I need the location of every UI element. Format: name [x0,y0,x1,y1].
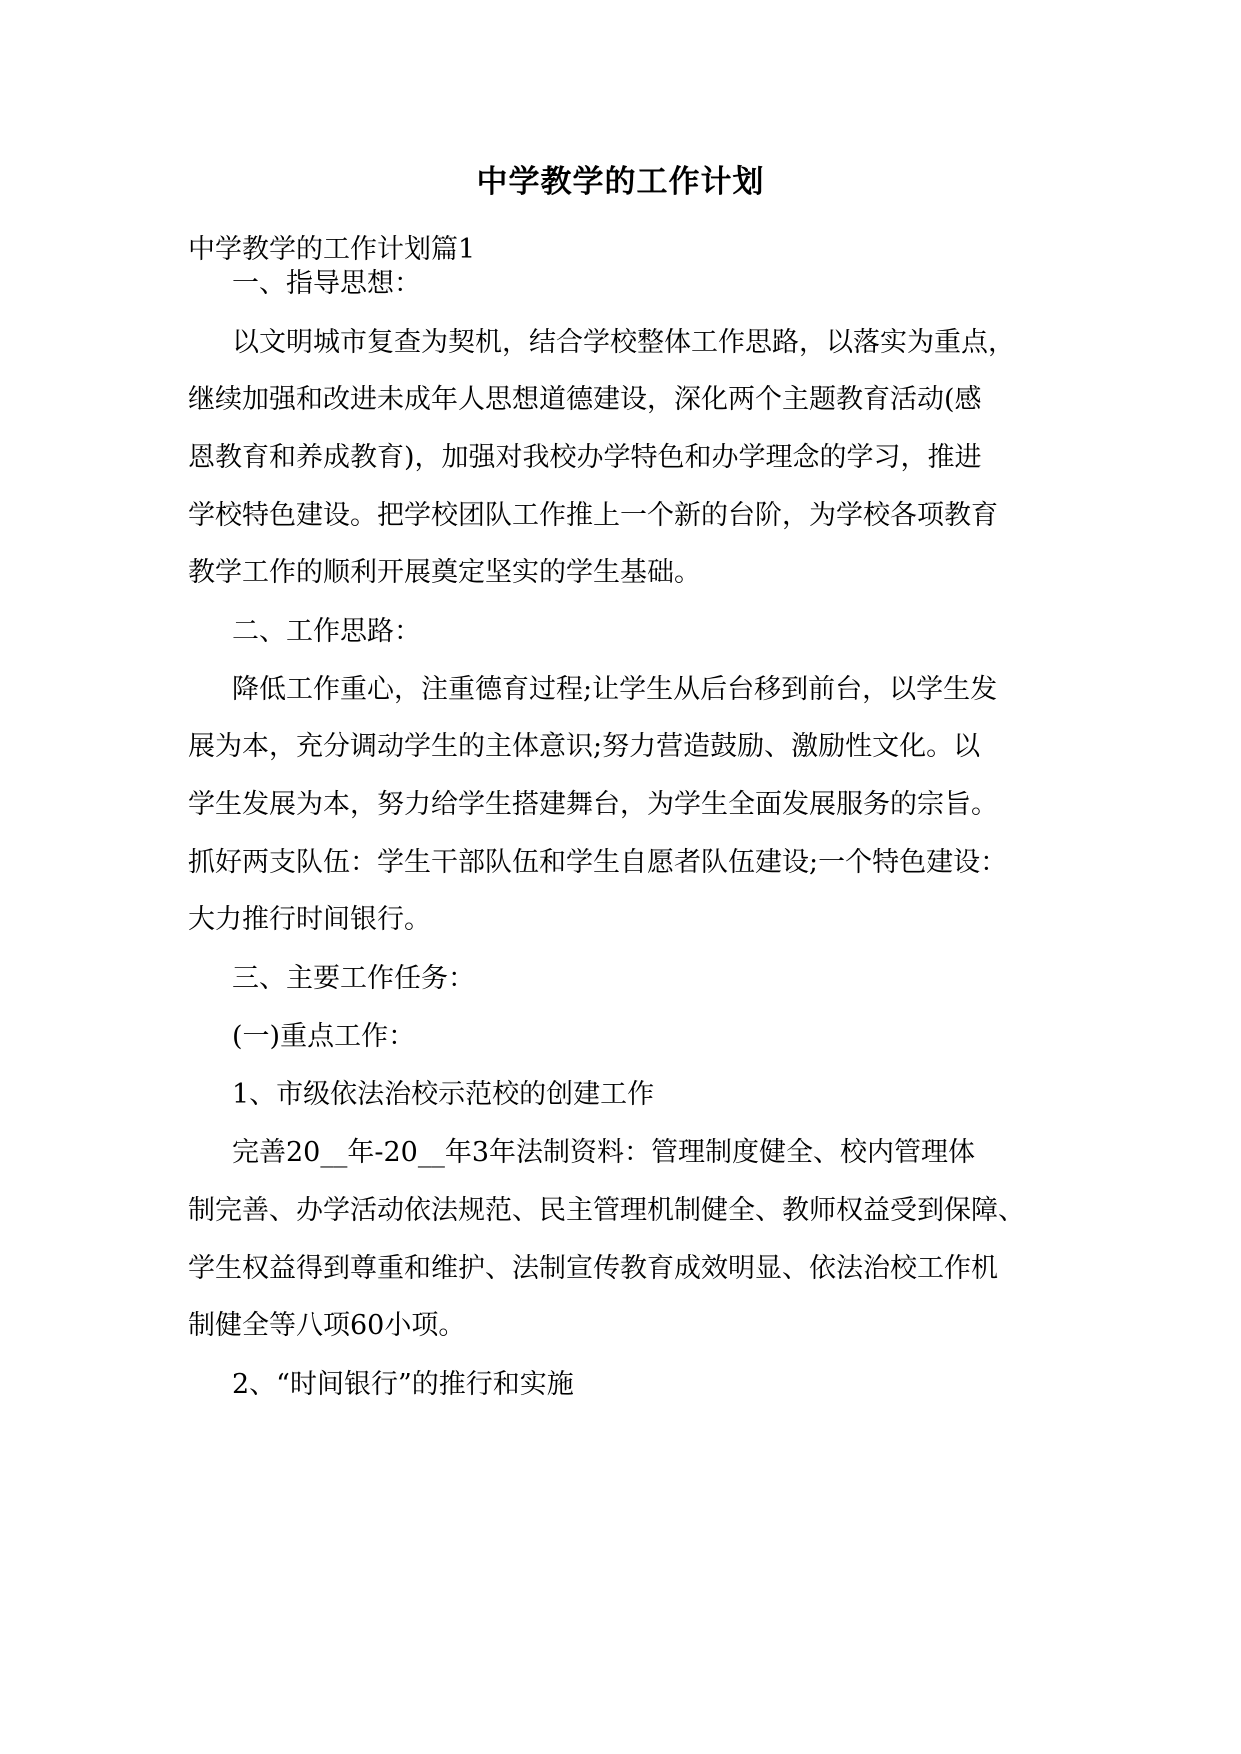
paragraph-line: 学生权益得到尊重和维护、法制宣传教育成效明显、依法治校工作机 [188,1253,998,1284]
paragraph-line: 学校特色建设。把学校团队工作推上一个新的台阶，为学校各项教育 [188,500,998,531]
heading-guiding-ideology: 一、指导思想： [232,268,421,299]
paragraph-line: 继续加强和改进未成年人思想道德建设，深化两个主题教育活动(感 [188,384,982,415]
section-subtitle: 中学教学的工作计划篇1 [188,234,476,265]
paragraph-line: 大力推行时间银行。 [188,904,431,935]
paragraph-line: 学生发展为本，努力给学生搭建舞台，为学生全面发展服务的宗旨。 [188,789,998,820]
paragraph-line: 降低工作重心，注重德育过程;让学生从后台移到前台，以学生发 [232,674,998,705]
heading-work-ideas: 二、工作思路： [232,616,421,647]
document-title: 中学教学的工作计划 [476,164,765,200]
heading-main-tasks: 三、主要工作任务： [232,963,475,994]
paragraph-line: 制健全等八项60小项。 [188,1310,466,1341]
paragraph-line: 恩教育和养成教育)，加强对我校办学特色和办学理念的学习，推进 [188,442,982,473]
paragraph-line: 以文明城市复查为契机，结合学校整体工作思路，以落实为重点， [232,327,1015,358]
paragraph-line: 展为本，充分调动学生的主体意识;努力营造鼓励、激励性文化。以 [188,731,981,762]
paragraph-line: 完善20__年-20__年3年法制资料：管理制度健全、校内管理体 [232,1137,976,1168]
heading-item-2: 2、“时间银行”的推行和实施 [232,1369,574,1400]
heading-item-1: 1、市级依法治校示范校的创建工作 [232,1079,655,1110]
paragraph-line: 教学工作的顺利开展奠定坚实的学生基础。 [188,557,701,588]
heading-key-work: (一)重点工作： [232,1021,416,1052]
paragraph-line: 制完善、办学活动依法规范、民主管理机制健全、教师权益受到保障、 [188,1195,1025,1226]
paragraph-line: 抓好两支队伍：学生干部队伍和学生自愿者队伍建设;一个特色建设： [188,847,1008,878]
